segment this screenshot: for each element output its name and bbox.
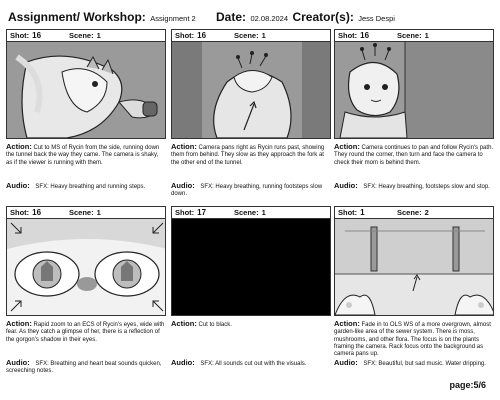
assignment-field — [8, 8, 196, 26]
shot-label: Shot: — [10, 31, 30, 40]
scene-label: Scene: — [234, 208, 259, 217]
date-creator-field — [216, 8, 395, 26]
panel-header — [171, 29, 331, 41]
overgrown-sewer-sketch — [335, 219, 494, 315]
storyboard-panel-4 — [6, 206, 166, 375]
audio-label: Audio: — [171, 181, 195, 190]
storyboard-panel-2 — [171, 29, 331, 198]
action-label: Action: — [334, 142, 360, 151]
storyboard-panel-5 — [171, 206, 331, 368]
scene-label: Scene: — [69, 31, 94, 40]
storyboard-panel-6 — [334, 206, 494, 368]
page-number — [449, 380, 486, 390]
audio-text: SFX: Heavy breathing, footsteps slow and stop. — [363, 184, 490, 190]
shot-number: 1 — [360, 208, 365, 217]
audio-text: SFX: Heavy breathing and running steps. — [35, 184, 146, 190]
scene-label: Scene: — [234, 31, 259, 40]
shot-number: 17 — [197, 208, 207, 217]
scene-number: 1 — [96, 208, 101, 217]
audio-note — [334, 359, 494, 368]
action-note — [334, 319, 494, 358]
action-text: Rapid zoom to an ECS of Rycin's eyes, wide with fear. As they catch a glimpse of her, there is a reflection of the gorgon's shadow in their eyes. — [6, 322, 165, 343]
panel-header — [6, 206, 166, 218]
panel-drawing-1 — [6, 41, 166, 139]
audio-label: Audio: — [171, 358, 195, 367]
storyboard-panel-3 — [334, 29, 494, 191]
audio-label: Audio: — [6, 358, 30, 367]
scene-number: 2 — [424, 208, 429, 217]
rycin-eyes-closeup-sketch — [7, 219, 166, 315]
assignment-value: Assignment 2 — [150, 14, 196, 23]
shot-number: 16 — [197, 31, 207, 40]
creator-value: Jess Despi — [358, 14, 395, 23]
storyboard-panel-1 — [6, 29, 166, 191]
panel-drawing-6 — [334, 218, 494, 316]
scene-number: 1 — [261, 31, 266, 40]
audio-label: Audio: — [334, 181, 358, 190]
panel-header — [6, 29, 166, 41]
action-label: Action: — [6, 319, 32, 328]
date-value: 02.08.2024 — [250, 14, 289, 23]
audio-note — [6, 182, 166, 191]
panel-header — [334, 206, 494, 218]
action-label: Action: — [171, 142, 197, 151]
panel-drawing-3 — [334, 41, 494, 139]
scene-number: 1 — [96, 31, 101, 40]
action-text: Camera continues to pan and follow Rycin's path. They round the corner, then turn and face the camera to check their mom is behind them. — [334, 145, 494, 166]
black-frame — [172, 219, 331, 315]
shot-label: Shot: — [175, 208, 195, 217]
action-text: Cut to black. — [198, 322, 232, 328]
sheet-header — [6, 6, 494, 24]
panel-header — [171, 206, 331, 218]
action-note — [171, 320, 331, 354]
shot-number: 16 — [32, 208, 42, 217]
shot-number: 16 — [360, 31, 370, 40]
scene-label: Scene: — [69, 208, 94, 217]
audio-text: SFX: All sounds cut out with the visuals. — [200, 361, 307, 367]
creator-label: Creator(s): — [292, 10, 354, 24]
scene-number: 1 — [424, 31, 429, 40]
audio-text: SFX: Breathing and heart beat sounds quicken, screeching notes. — [6, 361, 162, 374]
shot-number: 16 — [32, 31, 42, 40]
audio-note — [6, 359, 166, 375]
panel-drawing-4 — [6, 218, 166, 316]
scene-label: Scene: — [397, 208, 422, 217]
assignment-label: Assignment/ Workshop: — [8, 10, 146, 24]
shot-label: Shot: — [338, 208, 358, 217]
date-label: Date: — [216, 10, 247, 24]
audio-text: SFX: Beautiful, but sad music. Water dripping. — [363, 361, 486, 367]
audio-text: SFX: Heavy breathing, running footsteps slow down. — [171, 184, 323, 197]
action-note — [6, 143, 166, 177]
action-text: Fade in to OLS WS of a more overgrown, almost garden-like area of the sewer system. There is moss, mushrooms, and other flora. The focus is on the plants framing the camera. Rack focus onto the background as camera pans up. — [334, 322, 491, 358]
action-note — [171, 143, 331, 177]
panel-drawing-2 — [171, 41, 331, 139]
shot-label: Shot: — [338, 31, 358, 40]
action-label: Action: — [6, 142, 32, 151]
scene-label: Scene: — [397, 31, 422, 40]
scene-number: 1 — [261, 208, 266, 217]
panel-header — [334, 29, 494, 41]
audio-note — [171, 359, 331, 368]
action-note — [334, 143, 494, 177]
shot-label: Shot: — [175, 31, 195, 40]
action-note — [6, 320, 166, 354]
panel-drawing-5 — [171, 218, 331, 316]
rycin-turning-sketch — [335, 42, 494, 138]
audio-note — [171, 182, 331, 198]
page-label: page: — [449, 380, 474, 390]
audio-note — [334, 182, 494, 191]
action-text: Cut to MS of Rycin from the side, running down the tunnel back the way they came. The camera is shaky, as if the viewer is running with them. — [6, 145, 160, 166]
page-value: 5/6 — [473, 380, 486, 390]
rycin-side-running-sketch — [7, 42, 166, 138]
audio-label: Audio: — [334, 358, 358, 367]
action-text: Camera pans right as Rycin runs past, showing them from behind. They slow as they approach the fork at the other end of the tunnel. — [171, 145, 325, 166]
rycin-from-behind-sketch — [172, 42, 331, 138]
action-label: Action: — [171, 319, 197, 328]
shot-label: Shot: — [10, 208, 30, 217]
action-label: Action: — [334, 319, 360, 328]
audio-label: Audio: — [6, 181, 30, 190]
